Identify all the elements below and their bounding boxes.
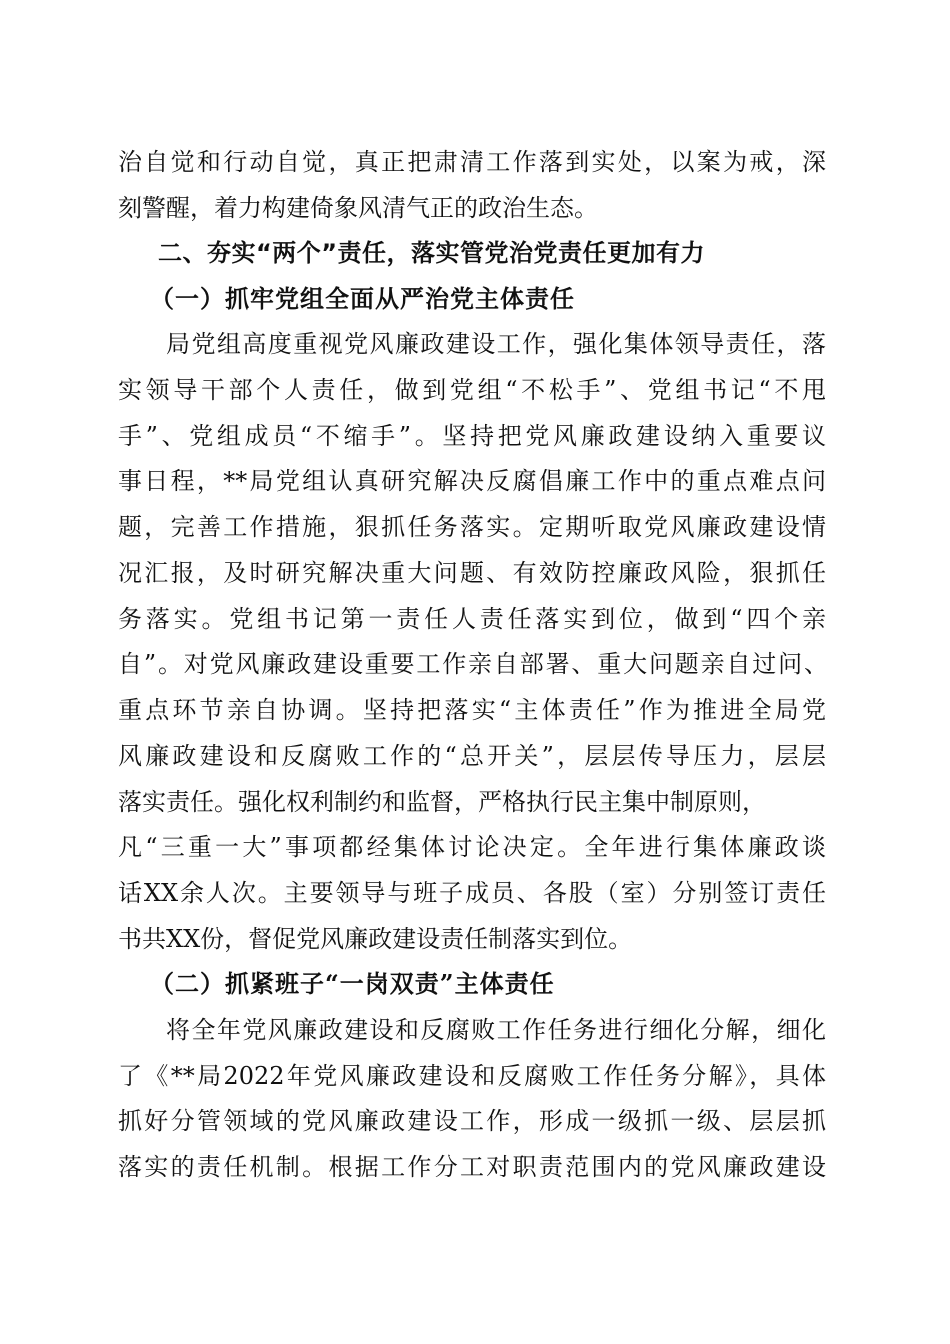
- paragraph-line: 重点环节亲自协调。坚持把落实“主体责任”作为推进全局党: [118, 696, 826, 724]
- paragraph-line: 题，完善工作措施，狠抓任务落实。定期听取党风廉政建设情: [118, 513, 826, 541]
- paragraph-line: 了《**局2022年党风廉政建设和反腐败工作任务分解》，具体: [118, 1062, 826, 1090]
- paragraph-line: 抓好分管领域的党风廉政建设工作，形成一级抓一级、层层抓: [118, 1107, 826, 1135]
- paragraph-line: 治自觉和行动自觉，真正把肃清工作落到实处，以案为戒，深: [118, 148, 826, 176]
- paragraph-line: 手”、党组成员“不缩手”。坚持把党风廉政建设纳入重要议: [118, 422, 826, 450]
- paragraph-line: 风廉政建设和反腐败工作的“总开关”，层层传导压力，层层: [118, 742, 826, 770]
- paragraph-line: 凡“三重一大”事项都经集体讨论决定。全年进行集体廉政谈: [118, 833, 826, 861]
- paragraph-line: 实领导干部个人责任，做到党组“不松手”、党组书记“不甩: [118, 376, 826, 404]
- paragraph-line: 书共XX份，督促党风廉政建设责任制落实到位。: [118, 925, 633, 953]
- subsection-heading: （二）抓紧班子“一岗双责”主体责任: [150, 969, 555, 998]
- paragraph-line: 将全年党风廉政建设和反腐败工作任务进行细化分解，细化: [166, 1016, 826, 1044]
- paragraph-line: 刻警醒，着力构建倚象风清气正的政治生态。: [118, 194, 598, 222]
- paragraph-line: 局党组高度重视党风廉政建设工作，强化集体领导责任，落: [166, 330, 826, 358]
- section-heading: 二、夯实“两个”责任，落实管党治党责任更加有力: [158, 239, 706, 267]
- paragraph-line: 务落实。党组书记第一责任人责任落实到位，做到“四个亲: [118, 605, 826, 633]
- paragraph-line: 话XX余人次。主要领导与班子成员、各股（室）分别签订责任: [118, 879, 826, 907]
- subsection-heading: （一）抓牢党组全面从严治党主体责任: [150, 284, 575, 313]
- paragraph-line: 落实的责任机制。根据工作分工对职责范围内的党风廉政建设: [118, 1153, 826, 1181]
- paragraph-line: 落实责任。强化权利制约和监督，严格执行民主集中制原则，: [118, 788, 766, 816]
- paragraph-line: 况汇报，及时研究解决重大问题、有效防控廉政风险，狠抓任: [118, 559, 826, 587]
- paragraph-line: 事日程，**局党组认真研究解决反腐倡廉工作中的重点难点问: [118, 467, 826, 495]
- paragraph-line: 自”。对党风廉政建设重要工作亲自部署、重大问题亲自过问、: [118, 650, 828, 678]
